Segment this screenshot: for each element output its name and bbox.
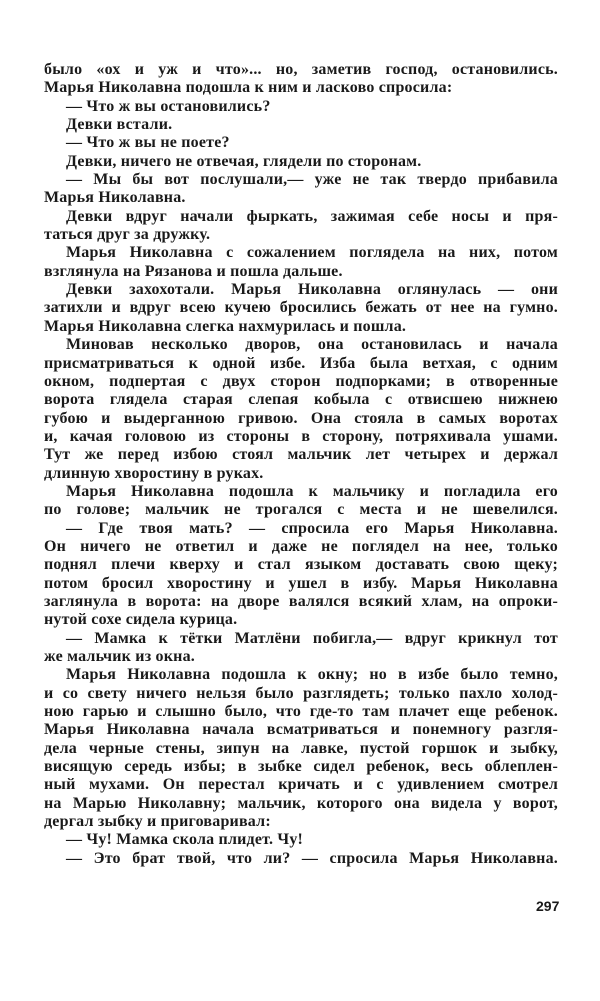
text-line: губою и выдерганною гривою. Она стояла в самых воротах bbox=[44, 409, 558, 427]
text-line: же мальчик из окна. bbox=[44, 648, 195, 665]
text-line: длинную хворостину в руках. bbox=[44, 464, 264, 482]
text-line: — Мамка к тётки Матлёни побигла,— вдруг крикнул тот bbox=[66, 629, 558, 647]
text-line: заглянула в ворота: на дворе валялся всякий хлам, на опроки- bbox=[44, 592, 558, 610]
text-line: висящую середь избы; в зыбке сидел ребенок, весь облеплен- bbox=[44, 758, 558, 776]
text-line: Марья Николавна слегка нахмурилась и пошла. bbox=[44, 317, 407, 335]
text-line: ворота глядела старая слепая кобыла с отвисшею нижнею bbox=[44, 391, 558, 409]
text-line: — Что ж вы не поете? bbox=[66, 134, 230, 152]
book-page-text bbox=[44, 61, 558, 868]
text-line: Он ничего не ответил и даже не поглядел на нее, только bbox=[44, 537, 558, 555]
text-line: Марья Николавна. bbox=[44, 189, 186, 207]
text-line: Марья Николавна подошла к окну; но в избе было темно, bbox=[66, 666, 558, 684]
text-line: взглянула на Рязанова и пошла дальше. bbox=[44, 262, 343, 280]
text-line: — Где твоя мать? — спросила его Марья Николавна. bbox=[66, 519, 558, 537]
text-line: ною гарью и слышно было, что где-то там плачет еще ребенок. bbox=[44, 703, 558, 721]
text-line: Миновав несколько дворов, она остановилась и начала bbox=[66, 336, 558, 354]
text-line: окном, подпертая с двух сторон подпорками; в отворенные bbox=[44, 372, 558, 390]
text-line: ный мухами. Он перестал кричать и с удивлением смотрел bbox=[44, 776, 558, 794]
text-line: потом бросил хворостину и ушел в избу. Марья Николавна bbox=[44, 574, 558, 592]
text-line: — Что ж вы остановились? bbox=[66, 97, 271, 115]
text-line: и, качая головою из стороны в сторону, потряхивала ушами. bbox=[44, 427, 558, 445]
text-line: — Чу! Мамка скола плидет. Чу! bbox=[66, 831, 304, 849]
text-line: Девки захохотали. Марья Николавна оглянулась — они bbox=[66, 281, 558, 299]
text-line: таться друг за дружку. bbox=[44, 226, 211, 244]
text-line: Тут же перед избою стоял мальчик лет четырех и держал bbox=[44, 446, 558, 464]
text-line: — Мы бы вот послушали,— уже не так твердо прибавила bbox=[66, 171, 558, 189]
text-line: дела черные стены, зипун на лавке, пустой горшок и зыбку, bbox=[44, 739, 558, 757]
text-line: Девки, ничего не отвечая, глядели по сторонам. bbox=[66, 152, 422, 170]
text-line: Марья Николавна подошла к мальчику и погладила его bbox=[66, 482, 558, 500]
page-number: 297 bbox=[536, 898, 560, 914]
text-line: и со свету ничего нельзя было разглядеть; только пахло холод- bbox=[44, 684, 558, 702]
text-line: на Марью Николавну; мальчик, которого она видела у ворот, bbox=[44, 794, 558, 812]
text-line: нутой сохе сидела курица. bbox=[44, 611, 238, 629]
text-line: дергал зыбку и приговаривал: bbox=[44, 813, 271, 831]
text-line: Девки вдруг начали фыркать, зажимая себе носы и пря- bbox=[66, 207, 558, 225]
text-line: поднял плечи кверху и стал языком доставать свою щеку; bbox=[44, 556, 558, 574]
text-line: Марья Николавна подошла к ним и ласково спросила: bbox=[44, 79, 453, 97]
text-line: по голове; мальчик не трогался с места и не шевелился. bbox=[44, 501, 558, 519]
text-line: Марья Николавна с сожалением поглядела на них, потом bbox=[66, 244, 558, 262]
text-line: — Это брат твой, что ли? — спросила Марья Николавна. bbox=[66, 849, 558, 867]
text-line: присматриваться к одной избе. Изба была ветхая, с одним bbox=[44, 354, 558, 372]
text-line: Марья Николавна начала всматриваться и понемногу разгля- bbox=[44, 721, 558, 739]
text-line: Девки встали. bbox=[66, 116, 173, 134]
text-line: было «ох и уж и что»... но, заметив господ, остановились. bbox=[44, 61, 558, 78]
text-line: затихли и вдруг всею кучею бросились бежать от нее на гумно. bbox=[44, 299, 558, 317]
